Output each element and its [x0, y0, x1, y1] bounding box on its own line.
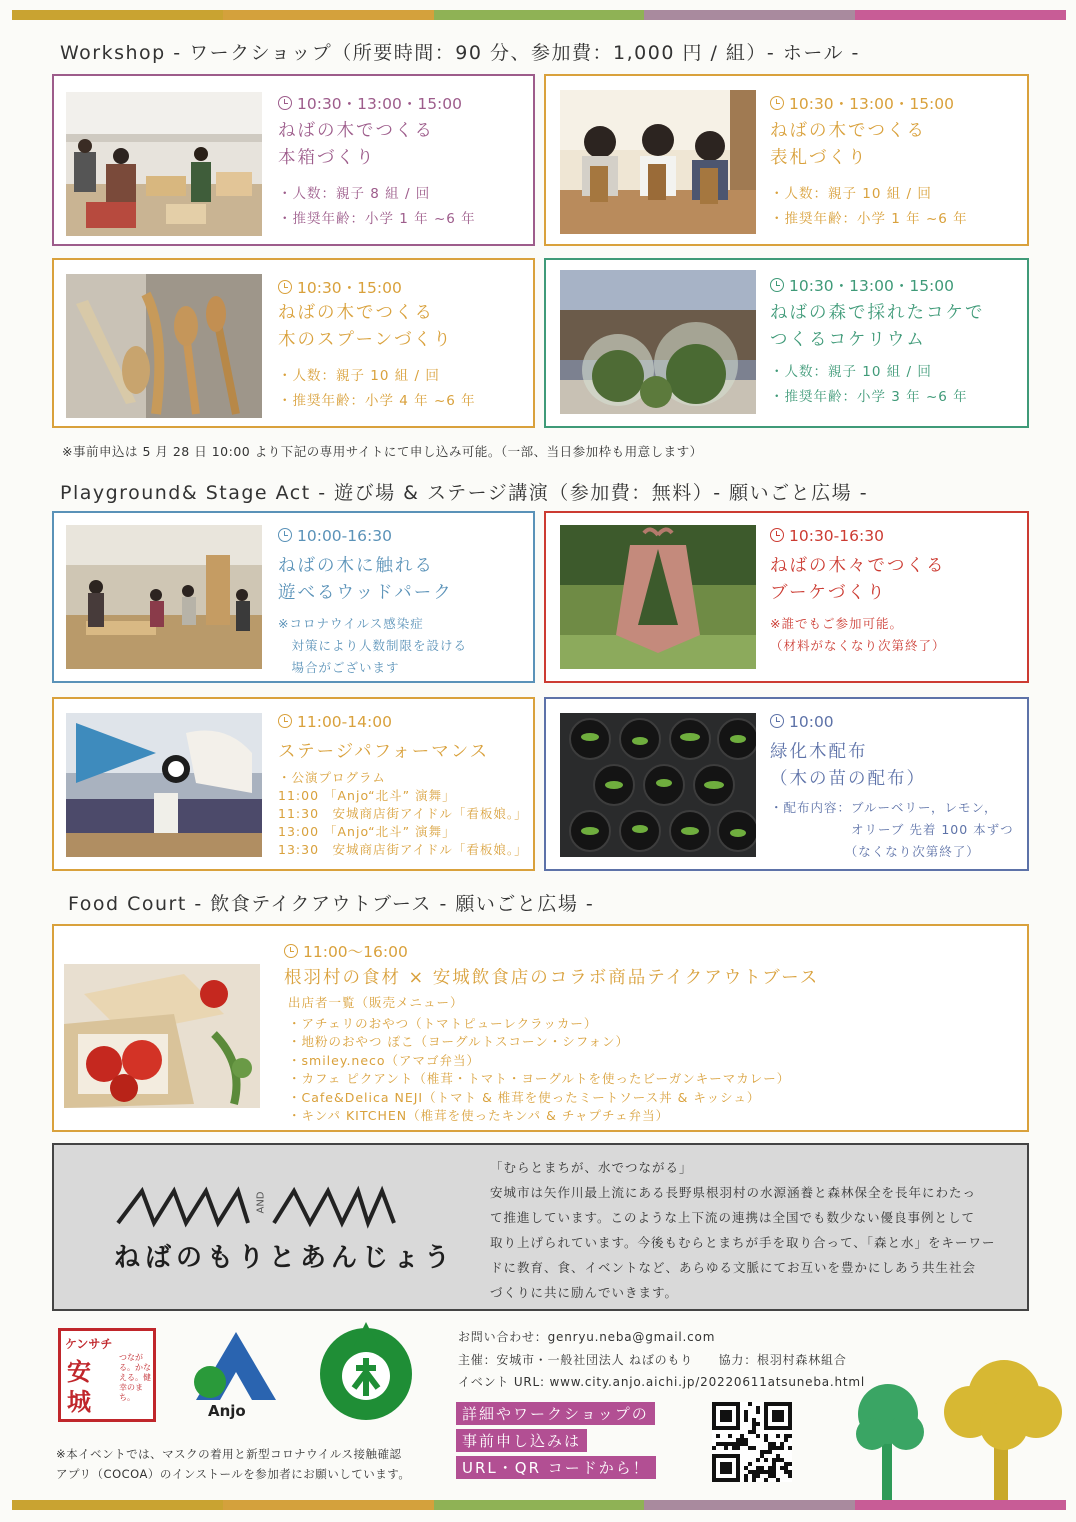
- top-color-stripe: [12, 10, 1066, 20]
- clock-icon: [284, 944, 298, 958]
- neba-village-emblem: [316, 1322, 416, 1422]
- card-title-line1: ねばの木々でつくる: [770, 556, 946, 576]
- card-title-line2: （木の苗の配布）: [770, 769, 926, 789]
- logo-wordmark: ねばのもりとあんじょう: [114, 1243, 456, 1273]
- detail-line: （材料がなくなり次第終了）: [770, 638, 946, 653]
- card-title-line1: ねばの木でつくる: [770, 121, 926, 141]
- card-title-line1: ステージパフォーマンス: [278, 742, 490, 762]
- schedule-time: 10:30・13:00・15:00: [770, 92, 954, 114]
- foodcourt-heading: Food Court - 飲食テイクアウトブース - 願いごと広場 -: [68, 893, 595, 915]
- about-line: づくりに共に励んでいきます。: [490, 1285, 679, 1300]
- promo-line: URL・QR コードから！: [456, 1456, 656, 1479]
- foodcourt-title: 根羽村の食材 × 安城飲食店のコラボ商品テイクアウトブース: [284, 968, 820, 988]
- seedlings-photo: [560, 713, 756, 857]
- detail-line: ・公演プログラム: [278, 770, 386, 785]
- card-title-line2: ブーケづくり: [770, 583, 887, 603]
- workshop-card-terrarium: [544, 258, 1029, 428]
- kensachi-anjo-logo: ケンサチ 安城 つながる。かなえる。健幸のまち。: [58, 1328, 156, 1422]
- vendor-item: ・Cafe&Delica NEJI（トマト & 椎茸を使ったミートソース丼 & キッシュ）: [288, 1089, 761, 1105]
- age-text: ・推奨年齢：小学 1 年 ~6 年: [278, 211, 476, 227]
- vendor-item: ・アチェリのおやつ（トマトピューレクラッカー）: [288, 1015, 598, 1031]
- detail-line: ・配布内容：ブルーベリー，レモン，: [770, 800, 998, 815]
- schedule-time: 10:30・13:00・15:00: [278, 92, 462, 114]
- tomato-box-photo: [64, 964, 260, 1108]
- wooden-spoons-photo: [66, 274, 262, 418]
- vendor-item: ・smiley.neco（アマゴ弁当）: [288, 1052, 481, 1068]
- clock-icon: [770, 528, 784, 542]
- qr-code[interactable]: [712, 1402, 792, 1482]
- vendor-item: ・カフェ ピクアント（椎茸・トマト・ヨーグルトを使ったビーガンキーマカレー）: [288, 1071, 791, 1086]
- detail-line: 13:30 安城商店街アイドル「看板娘。」: [278, 842, 528, 857]
- clock-icon: [278, 96, 292, 110]
- clock-icon: [278, 280, 292, 294]
- schedule-time: 10:30・15:00: [278, 276, 402, 298]
- about-line: 安城市は矢作川最上流にある長野県根羽村の水源涵養と森林保全を長年にわたっ: [490, 1185, 977, 1200]
- schedule-time: 11:00-14:00: [278, 713, 392, 731]
- playground-card-stage: [52, 697, 535, 871]
- card-title-line2: 本箱づくり: [278, 148, 376, 168]
- about-box: [52, 1143, 1029, 1311]
- schedule-time: 11:00～16:00: [284, 940, 408, 962]
- clock-icon: [278, 528, 292, 542]
- vendor-list-heading: 出店者一覧（販売メニュー）: [288, 995, 464, 1010]
- promo-line: 詳細やワークショップの: [456, 1402, 655, 1425]
- card-title-line2: 表札づくり: [770, 148, 868, 168]
- contact-email[interactable]: お問い合わせ：genryu.neba@gmail.com: [458, 1330, 716, 1344]
- logo-and-text: AND: [255, 1191, 267, 1214]
- participants-text: ・人数：親子 10 組 / 回: [770, 186, 932, 202]
- card-title-line2: 遊べるウッドパーク: [278, 583, 453, 603]
- gym-workshop-photo: [66, 92, 262, 236]
- detail-line: （なくなり次第終了）: [770, 844, 980, 859]
- age-text: ・推奨年齢：小学 4 年 ~6 年: [278, 393, 476, 409]
- detail-line: 対策により人数制限を設ける: [278, 638, 468, 653]
- anjo-city-logo: Anjo: [190, 1328, 282, 1424]
- detail-line: オリーブ 先着 100 本ずつ: [770, 822, 1014, 837]
- preregistration-note: ※事前申込は 5 月 28 日 10:00 より下記の専用サイトにて申し込み可能。（一部、当日参加枠も用意します）: [62, 444, 703, 459]
- detail-line: ※誰でもご参加可能。: [770, 616, 903, 631]
- bouquet-photo: [560, 525, 756, 669]
- playground-card-seedling: [544, 697, 1029, 871]
- vendor-item: ・地粉のおやつ ぽこ（ヨーグルトスコーン・シフォン）: [288, 1034, 630, 1049]
- participants-text: ・人数：親子 10 組 / 回: [770, 364, 932, 380]
- mask-note: ※本イベントでは、マスクの着用と新型コロナウイルス接触確認: [56, 1447, 402, 1461]
- playground-card-bouquet: [544, 511, 1029, 683]
- clock-icon: [278, 714, 292, 728]
- card-title-line1: ねばの木でつくる: [278, 303, 434, 323]
- schedule-time: 10:00-16:30: [278, 527, 392, 545]
- detail-line: 場合がございます: [278, 660, 400, 675]
- card-title-line1: ねばの木に触れる: [278, 556, 434, 576]
- clock-icon: [770, 714, 784, 728]
- about-line: ドに教育、食、イベントなど、あらゆる文脈にてお互いを豊かにしあう共生社会: [490, 1260, 977, 1275]
- detail-line: ※コロナウイルス感染症: [278, 616, 424, 631]
- vendor-item: ・キンパ KITCHEN（椎茸を使ったキンパ & チャプチェ弁当）: [288, 1108, 670, 1123]
- card-title-line1: 緑化木配布: [770, 742, 868, 762]
- detail-line: 11:30 安城商店街アイドル「看板娘。」: [278, 806, 528, 821]
- organizer-text: 主催：安城市・一般社団法人 ねばのもり 協力：根羽村森林組合: [458, 1352, 847, 1367]
- trees-illustration: [854, 1356, 1064, 1500]
- schedule-time: 10:00: [770, 713, 834, 731]
- detail-line: 13:00 「Anjo“北斗” 演舞」: [278, 824, 456, 839]
- event-url[interactable]: イベント URL: www.city.anjo.aichi.jp/20220611atsuneba.html: [458, 1375, 866, 1389]
- about-line: 取り上げられています。今後もむらとまちが手を取り合って、「森と水」をキーワー: [490, 1235, 996, 1250]
- workshop-card-nameplate: [544, 74, 1029, 246]
- foodcourt-card: [52, 924, 1029, 1132]
- card-title-line1: ねばの森で採れたコケで: [770, 303, 985, 323]
- schedule-time: 10:30-16:30: [770, 527, 884, 545]
- participants-text: ・人数：親子 10 組 / 回: [278, 368, 440, 384]
- playground-card-woodpark: [52, 511, 535, 683]
- detail-line: 11:00 「Anjo“北斗” 演舞」: [278, 788, 456, 803]
- card-title-line2: つくるコケリウム: [770, 330, 926, 350]
- woodpark-photo: [66, 525, 262, 669]
- age-text: ・推奨年齢：小学 1 年 ~6 年: [770, 211, 968, 227]
- stage-performance-photo: [66, 713, 262, 857]
- schedule-time: 10:30・13:00・15:00: [770, 274, 954, 296]
- children-nameplates-photo: [560, 90, 756, 234]
- about-line: 「むらとまちが、水でつながる」: [490, 1160, 693, 1175]
- card-title-line1: ねばの木でつくる: [278, 121, 434, 141]
- bottom-color-stripe: [12, 1500, 1066, 1510]
- promo-line: 事前申し込みは: [456, 1429, 587, 1452]
- moss-terrarium-photo: [560, 270, 756, 414]
- workshop-card-spoon: [52, 258, 535, 428]
- workshop-card-bookbox: [52, 74, 535, 246]
- workshop-heading: Workshop - ワークショップ（所要時間：90 分、参加費：1,000 円 / 組）- ホール -: [60, 42, 860, 64]
- about-line: て推進しています。このような上下流の連携は全国でも数少ない優良事例として: [490, 1210, 976, 1225]
- age-text: ・推奨年齢：小学 3 年 ~6 年: [770, 389, 968, 405]
- card-title-line2: 木のスプーンづくり: [278, 330, 453, 350]
- playground-heading: Playground& Stage Act - 遊び場 & ステージ講演（参加費：無料）- 願いごと広場 -: [60, 482, 869, 504]
- mask-note: アプリ（COCOA）のインストールを参加者にお願いしています。: [56, 1467, 411, 1481]
- clock-icon: [770, 96, 784, 110]
- clock-icon: [770, 278, 784, 292]
- participants-text: ・人数：親子 8 組 / 回: [278, 186, 431, 202]
